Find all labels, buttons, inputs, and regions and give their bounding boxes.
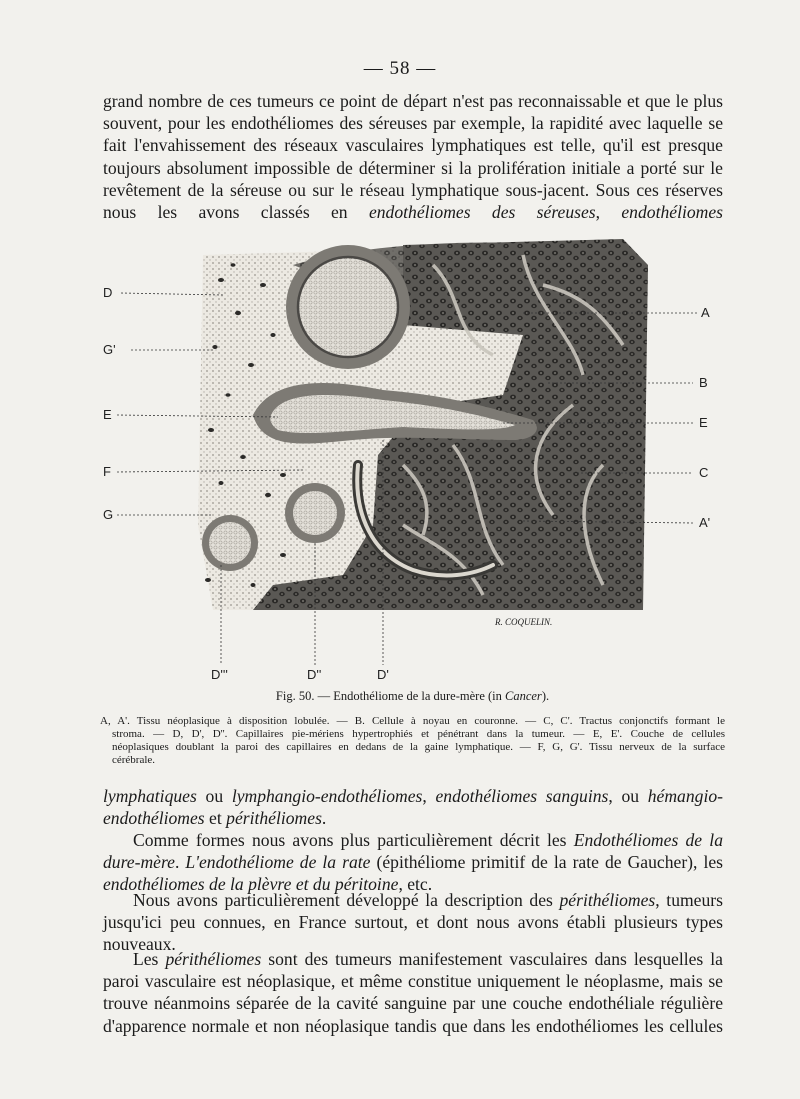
- histology-figure: [103, 225, 723, 695]
- caption-text: ).: [541, 689, 550, 703]
- italic-term: lymphangio-endothéliomes: [231, 786, 423, 806]
- figure-caption-title: [100, 690, 725, 703]
- figure-label-right: E: [699, 415, 708, 430]
- text-run: ,: [595, 202, 622, 223]
- italic-term: endothéliomes: [621, 202, 724, 223]
- caption-italic: Cancer: [505, 689, 542, 703]
- italic-term: endothéliomes sanguins: [435, 786, 609, 806]
- body-paragraph-perithelioma-intro: [103, 889, 723, 956]
- text-run: .: [174, 852, 186, 873]
- text-run: Nous avons particulièrement développé la description des: [133, 890, 560, 910]
- italic-term: périthéliomes: [165, 949, 262, 969]
- italic-term: périthéliomes: [226, 808, 322, 829]
- text-run: Comme formes nous avons plus particulièrement décrit les: [133, 830, 574, 850]
- legend-line: A, A'. Tissu néoplasique à disposition lobulée. — B. Cellule à noyau en couronne. — C, C'. Tractus conjonctifs formant le: [100, 715, 725, 727]
- legend-line: stroma. — D, D', D''. Capillaires pie-mériens hypertrophiés et pénétrant dans la tumeur. — E, E'. Couche de cellules: [112, 728, 725, 740]
- figure-label-left: F: [103, 464, 111, 479]
- body-paragraph-perithelioma-definition: [103, 948, 723, 1037]
- text-run: (épithéliome primitif de la rate de Gaucher), les: [370, 852, 724, 873]
- italic-term: lymphatiques: [103, 786, 197, 806]
- body-paragraph-continuation: [103, 785, 723, 829]
- figure-label-left: E: [103, 407, 112, 422]
- figure-label-bottom: D'': [307, 667, 322, 682]
- italic-term: hémangio-endothéliomes: [103, 786, 723, 829]
- histology-illustration: [103, 225, 723, 695]
- figure-caption-legend: [100, 715, 725, 767]
- page-number: — 58 —: [363, 58, 437, 79]
- caption-text: Fig. 50. — Endothéliome de la dure-mère (in: [275, 689, 505, 703]
- figure-label-right: A: [701, 305, 710, 320]
- text-run: grand nombre de ces tumeurs ce point de départ n'est pas reconnaissable et que le plus souvent, pour les endothéliomes des séreuses par exemple, la rapidité avec laquelle se fait l'envahissement des réseaux vasculaires lymphatiques est telle, qu'il est presque toujours absolument impossible de déterminer si la prolifération initiale a porté sur le revêtement de la séreuse ou sur le réseau lymphatique sous-jacent. Sous ces réserves nous les avons classés en: [103, 91, 723, 223]
- italic-term: périthéliomes: [559, 890, 656, 910]
- body-paragraph-top: [103, 90, 723, 223]
- text-run: .: [321, 808, 327, 829]
- body-paragraph-forms: [103, 829, 723, 896]
- text-run: sont des tumeurs manifestement vasculaires dans lesquelles la paroi vasculaire est néoplasique, et même constitue uniquement le néoplasme, mais se trouve néanmoins séparée de la cavité sanguine par une couche endothéliale régulière d'apparence normale et non néoplasique tandis que dans les endothéliomes les cellules: [103, 949, 723, 1036]
- italic-term: L'endothéliome de la rate: [185, 852, 371, 873]
- figure-label-left: D: [103, 285, 113, 300]
- figure-label-left: G': [103, 342, 116, 357]
- italic-term: endothéliomes des séreuses: [368, 202, 596, 223]
- figure-label-right: C: [699, 465, 709, 480]
- text-run: et: [204, 808, 227, 829]
- figure-label-bottom: D''': [211, 667, 228, 682]
- italic-term: endothéliomes de la plèvre et du péritoine: [103, 874, 399, 895]
- legend-line: cérébrale.: [112, 754, 156, 766]
- legend-line: néoplasiques doublant la paroi des capillaires en dedans de la gaine lymphatique. — F, G, G'. Tissu nerveux de la surface: [112, 741, 725, 753]
- text-run: Les: [133, 949, 166, 969]
- text-run: , tumeurs jusqu'ici peu connues, en France surtout, et dont nous avons établi plusieurs types nouveaux.: [103, 890, 723, 955]
- text-run: , ou: [608, 786, 648, 806]
- figure-label-right: A': [699, 515, 711, 530]
- figure-label-right: B: [699, 375, 708, 390]
- figure-label-bottom: D': [377, 667, 389, 682]
- italic-term: Endothéliomes de la dure-mère: [103, 830, 723, 873]
- text-run: , etc.: [398, 874, 433, 895]
- text-run: ou: [196, 786, 232, 806]
- figure-label-left: G: [103, 507, 114, 522]
- engraver-signature: R. COQUELIN.: [495, 617, 553, 627]
- text-run: ,: [422, 786, 436, 806]
